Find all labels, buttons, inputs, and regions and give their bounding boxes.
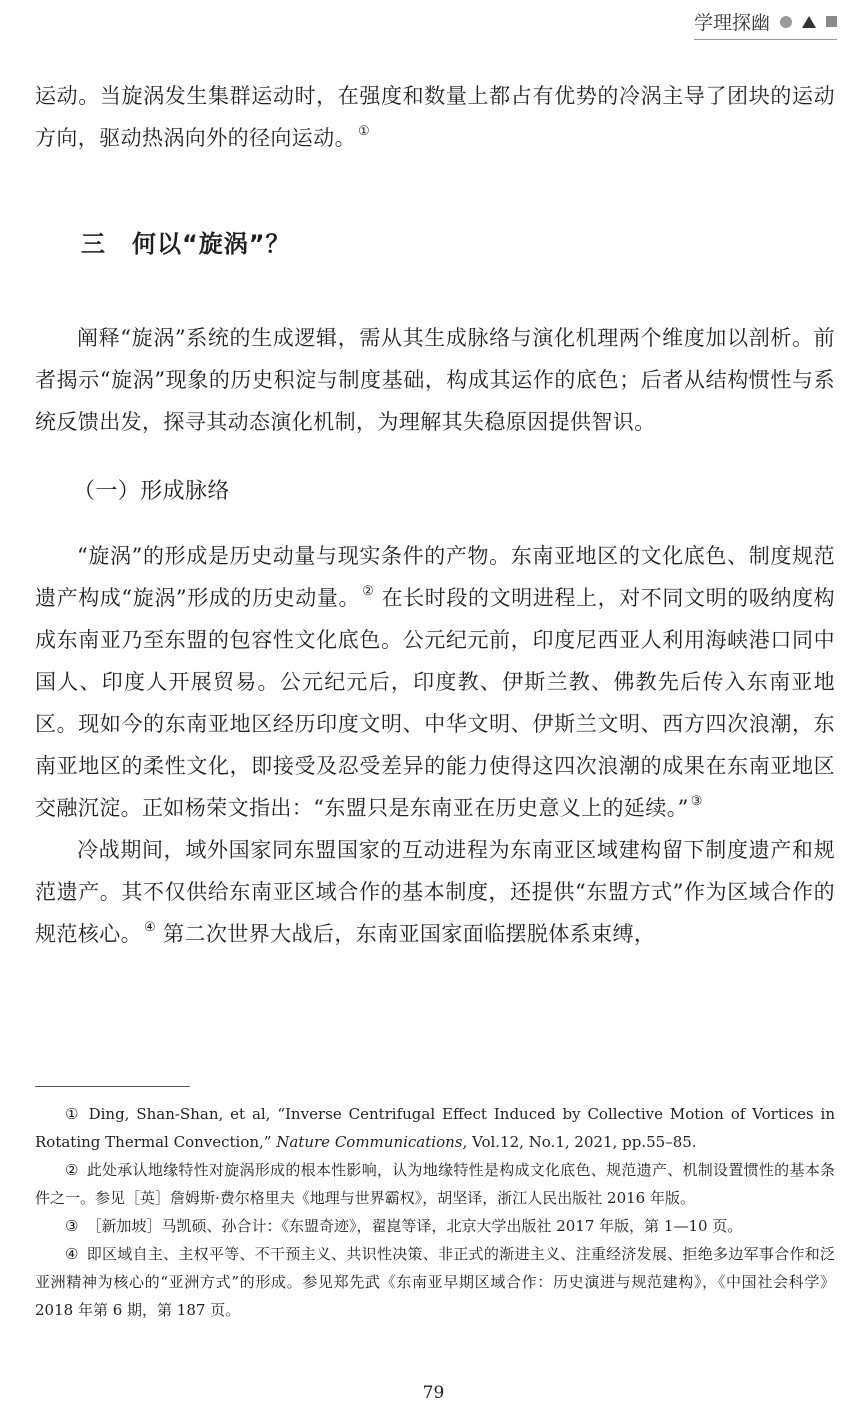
paragraph-2 [35, 535, 835, 829]
footnote-mark: ② [65, 1161, 79, 1179]
footnote-3 [35, 1212, 835, 1240]
footnote-text: ［新加坡］马凯硕、孙合计：《东盟奇迹》，翟崑等译，北京大学出版社 2017 年版，第 1—10 页。 [86, 1217, 743, 1235]
subsection-heading: （一）形成脉络 [73, 479, 230, 504]
footnote-ref-1[interactable]: ① [358, 124, 371, 139]
header-title: 学理探幽 [693, 12, 770, 34]
section-number: 三 [81, 230, 106, 258]
footnote-2 [35, 1156, 835, 1212]
main-text [35, 75, 835, 955]
footnotes [35, 1100, 835, 1324]
page-number: 79 [422, 1383, 445, 1403]
paragraph-3-part-1: 冷战期间，域外国家同东盟国家的互动进程为东南亚区域建构留下制度遗产和规范遗产。其不仅供给东南亚区域合作的基本制度，还提供“东盟方式”作为区域合作的规范核心。 [35, 838, 835, 946]
footnote-ref-3[interactable]: ③ [690, 794, 703, 809]
footnote-text: , Vol.12, No.1, 2021, pp.55–85. [462, 1133, 697, 1151]
running-header [694, 8, 837, 40]
circle-icon [780, 16, 792, 28]
footnote-mark: ① [65, 1105, 81, 1123]
footnote-ref-2[interactable]: ② [362, 584, 375, 599]
intro-text: 运动。当旋涡发生集群运动时，在强度和数量上都占有优势的冷涡主导了团块的运动方向，驱动热涡向外的径向运动。 [35, 84, 835, 150]
footnote-text: 即区域自主、主权平等、不干预主义、共识性决策、非正式的渐进主义、注重经济发展、拒绝多边军事合作和泛亚洲精神为核心的“亚洲方式”的形成。参见郑先武《东南亚早期区域合作：历史演进与规范建构》，《中国社会科学》2018 年第 6 期，第 187 页。 [35, 1245, 835, 1319]
footnote-ref-4[interactable]: ④ [144, 920, 157, 935]
footnote-4 [35, 1240, 835, 1324]
triangle-icon [802, 16, 816, 28]
footnote-1 [35, 1100, 835, 1156]
paragraph-3 [35, 829, 835, 955]
footnote-divider [35, 1086, 190, 1087]
journal-title: Nature Communications [276, 1133, 463, 1151]
paragraph-1: 阐释“旋涡”系统的生成逻辑，需从其生成脉络与演化机理两个维度加以剖析。前者揭示“旋涡”现象的历史积淀与制度基础，构成其运作的底色；后者从结构惯性与系统反馈出发，探寻其动态演化机制，为理解其失稳原因提供智识。 [35, 326, 835, 434]
paragraph-2-part-1: “旋涡”的形成是历史动量与现实条件的产物。东南亚地区的文化底色、制度规范遗产构成“旋涡”形成的历史动量。 [35, 544, 835, 610]
section-title: 何以“旋涡”？ [132, 230, 291, 258]
paragraph-2-part-2: 在长时段的文明进程上，对不同文明的吸纳度构成东南亚乃至东盟的包容性文化底色。公元纪元前，印度尼西亚人利用海峡港口同中国人、印度人开展贸易。公元纪元后，印度教、伊斯兰教、佛教先后传入东南亚地区。现如今的东南亚地区经历印度文明、中华文明、伊斯兰文明、西方四次浪潮，东南亚地区的柔性文化，即接受及忍受差异的能力使得这四次浪潮的成果在东南亚地区交融沉淀。正如杨荣文指出：“东盟只是东南亚在历史意义上的延续。” [35, 586, 835, 820]
footnote-text: Ding, Shan-Shan, et al, “Inverse Centrifugal Effect Induced by Collective Motion of Vortices in Rotating Thermal Convection,” [35, 1105, 835, 1151]
section-heading [81, 223, 835, 265]
footnote-text: 此处承认地缘特性对旋涡形成的根本性影响，认为地缘特性是构成文化底色、规范遗产、机制设置惯性的基本条件之一。参见［英］詹姆斯·费尔格里夫《地理与世界霸权》，胡坚译，浙江人民出版社 2016 年版。 [35, 1161, 835, 1207]
intro-paragraph [35, 75, 835, 159]
footnote-mark: ③ [65, 1217, 79, 1235]
paragraph-3-part-2: 第二次世界大战后，东南亚国家面临摆脱体系束缚， [156, 922, 656, 946]
footnote-mark: ④ [65, 1245, 79, 1263]
square-icon [826, 16, 837, 27]
